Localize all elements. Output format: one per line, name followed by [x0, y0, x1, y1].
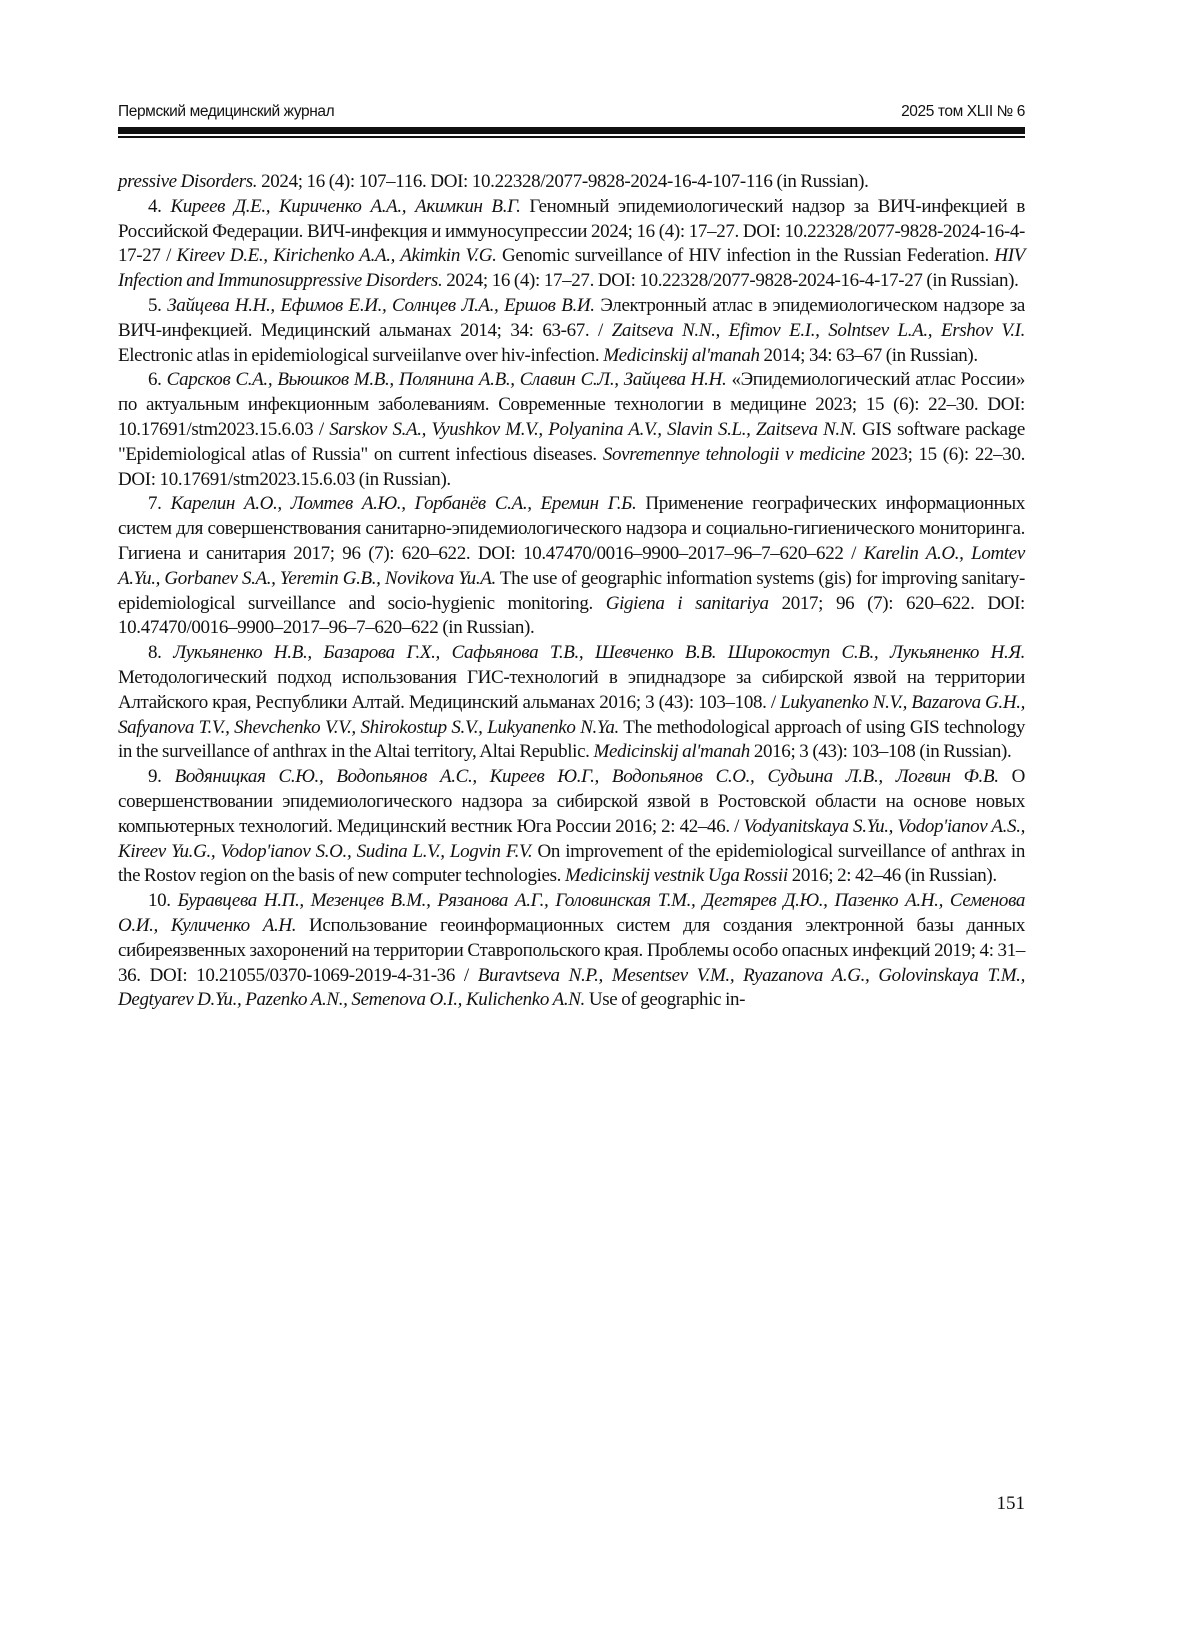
reference-text: О совершенствовании эпидемиологического надзора за сибирской язвой в Ростовской области на основе новых компьютерных технологий. Медицинский вестник Юга России 2016; 2: 42–46. /	[118, 766, 1025, 837]
reference-text: 6.	[148, 369, 167, 391]
reference-authors-or-source: Medicinskij al'manah	[593, 741, 750, 763]
reference-authors-or-source: Zaitseva N.N., Efimov E.I., Solntsev L.A., Ershov V.I.	[611, 319, 1025, 341]
reference-authors-or-source: Карелин А.О., Ломтев А.Ю., Горбанёв С.А., Еремин Г.Б.	[170, 493, 637, 515]
reference-text: 2014; 34: 63–67 (in Russian).	[759, 344, 978, 366]
reference-authors-or-source: Киреев Д.Е., Кириченко А.А., Акимкин В.Г.	[170, 195, 521, 217]
reference-text: Геномный эпидемиологический надзор за ВИЧ-инфекцией в Российской Федерации. ВИЧ-инфекция и иммуносупрессии 2024; 16 (4): 17–27. DOI: 10.22328/2077-9828-2024-16-4-17-27 /	[118, 195, 1025, 267]
reference-entry	[118, 195, 1025, 294]
reference-text: 2016; 3 (43): 103–108 (in Russian).	[749, 741, 1012, 763]
reference-text: The methodological approach of using GIS technology in the surveillance of anthrax in the Altai territory, Altai Republic.	[118, 716, 1025, 763]
reference-text: 4.	[148, 195, 171, 217]
issue-info: 2025 том XLII № 6	[901, 103, 1025, 120]
reference-text: 2017; 96 (7): 620–622. DOI: 10.47470/0016–9900–2017–96–7–620–622 (in Russian).	[118, 592, 1025, 639]
running-header	[118, 103, 1025, 125]
reference-authors-or-source: Сарсков С.А., Вьюшков М.В., Полянина А.В., Славин С.Л., Зайцева Н.Н.	[166, 369, 727, 391]
reference-text: 2023; 15 (6): 22–30. DOI: 10.17691/stm2023.15.6.03 (in Russian).	[118, 443, 1025, 490]
reference-authors-or-source: Buravtseva N.P., Mesentsev V.M., Ryazanova A.G., Golovinskaya T.M., Degtyarev D.Yu., Pazenko A.N., Semenova O.I., Kulichenko A.N.	[118, 964, 1025, 1011]
reference-authors-or-source: Sarskov S.A., Vyushkov M.V., Polyanina A.V., Slavin S.L., Zaitseva N.N.	[329, 418, 857, 440]
reference-authors-or-source: HIV Infection and Immunosuppressive Disorders.	[118, 245, 1025, 292]
reference-text: «Эпидемиологический атлас России» по актуальным инфекционным заболеваниям. Современные технологии в медицине 2023; 15 (6): 22–30. DOI: 10.17691/stm2023.15.6.03 /	[118, 369, 1025, 440]
header-rule-thin	[118, 136, 1025, 138]
reference-authors-or-source: Sovremennye tehnologii v medicine	[602, 443, 865, 465]
reference-text: Методологический подход использования ГИС-технологий в эпиднадзоре за сибирской язвой на территории Алтайского края, Республики Алтай. Медицинский альманах 2016; 3 (43): 103–108. /	[118, 666, 1025, 713]
reference-text: 2016; 2: 42–46 (in Russian).	[787, 865, 997, 887]
reference-authors-or-source: Medicinskij al'manah	[603, 344, 760, 366]
reference-entry	[118, 492, 1025, 641]
reference-text: GIS software package "Epidemiological atlas of Russia" on current infectious diseases.	[118, 418, 1025, 465]
reference-list	[118, 170, 1025, 1013]
reference-text: 10.	[148, 890, 178, 912]
reference-entry	[118, 294, 1025, 368]
reference-text: The use of geographic information systems (gis) for improving sanitary-epidemiological surveillance and socio-hygienic monitoring.	[118, 567, 1025, 614]
reference-authors-or-source: Gigiena i sanitariya	[605, 592, 769, 614]
reference-entry	[118, 170, 1025, 195]
reference-entry	[118, 889, 1025, 1013]
reference-entry	[118, 641, 1025, 765]
reference-authors-or-source: Karelin A.O., Lomtev A.Yu., Gorbanev S.A., Yeremin G.B., Novikova Yu.A.	[118, 542, 1025, 589]
reference-text: 9.	[148, 766, 175, 788]
reference-authors-or-source: Lukyanenko N.V., Bazarova G.H., Safyanova T.V., Shevchenko V.V., Shirokostup S.V., Lukyanenko N.Ya.	[118, 691, 1026, 738]
reference-text: 2024; 16 (4): 17–27. DOI: 10.22328/2077-9828-2024-16-4-17-27 (in Russian).	[442, 270, 1019, 292]
reference-authors-or-source: Водяницкая С.Ю., Водопьянов А.С., Киреев Ю.Г., Водопьянов С.О., Судьина Л.В., Логвин Ф.В.	[174, 766, 999, 788]
reference-text: Использование геоинформационных систем для создания электронной базы данных сибиреязвенных захоронений на территории Ставропольского края. Проблемы особо опасных инфекций 2019; 4: 31–36. DOI: 10.21055/0370-1069-2019-4-31-36 /	[118, 914, 1025, 986]
reference-text: Electronic atlas in epidemiological surveiilanve over hiv-infection.	[118, 344, 604, 366]
reference-text: Genomic surveillance of HIV infection in the Russian Federation.	[496, 245, 995, 267]
reference-text: 8.	[148, 642, 174, 664]
reference-text: 2024; 16 (4): 107–116. DOI: 10.22328/2077-9828-2024-16-4-107-116 (in Russian).	[257, 171, 869, 192]
reference-entry	[118, 765, 1025, 889]
reference-authors-or-source: Medicinskij vestnik Uga Rossii	[564, 865, 788, 887]
reference-text: Электронный атлас в эпидемиологическом надзоре за ВИЧ-инфекцией. Медицинский альманах 2014; 34: 63-67. /	[118, 294, 1025, 341]
reference-text: 5.	[148, 294, 168, 316]
reference-text: Применение географических информационных систем для совершенствования санитарно-эпидемиологического надзора и социально-гигиенического мониторинга. Гигиена и санитария 2017; 96 (7): 620–622. DOI: 10.47470/0016–9900–2017–96–7–620–622 /	[118, 493, 1025, 564]
reference-authors-or-source: Vodyanitskaya S.Yu., Vodop'ianov A.S., Kireev Yu.G., Vodop'ianov S.O., Sudina L.V., Logvin F.V.	[118, 815, 1025, 862]
header-rule-thick	[118, 127, 1025, 134]
reference-authors-or-source: Зайцева Н.Н., Ефимов Е.И., Солнцев Л.А., Ершов В.И.	[167, 294, 595, 316]
reference-authors-or-source: Буравцева Н.П., Мезенцев В.М., Рязанова А.Г., Головинская Т.М., Дегтярев Д.Ю., Пазенко А.Н., Семенова О.И., Куличенко А.Н.	[118, 890, 1025, 936]
reference-text: 7.	[148, 493, 171, 515]
journal-title: Пермский медицинский журнал	[118, 103, 335, 120]
page-number: 151	[996, 1493, 1025, 1514]
reference-authors-or-source: pressive Disorders.	[118, 171, 258, 192]
reference-authors-or-source: Kireev D.E., Kirichenko A.A., Akimkin V.G.	[176, 245, 497, 267]
reference-entry	[118, 368, 1025, 492]
reference-text: On improvement of the epidemiological surveillance of anthrax in the Rostov region on the basis of new computer technologies.	[118, 840, 1026, 887]
reference-text: Use of geographic in-	[584, 989, 746, 1011]
reference-authors-or-source: Лукьяненко Н.В., Базарова Г.Х., Сафьянова Т.В., Шевченко В.В. Широкоступ С.В., Лукьяненко Н.Я.	[173, 642, 1025, 664]
